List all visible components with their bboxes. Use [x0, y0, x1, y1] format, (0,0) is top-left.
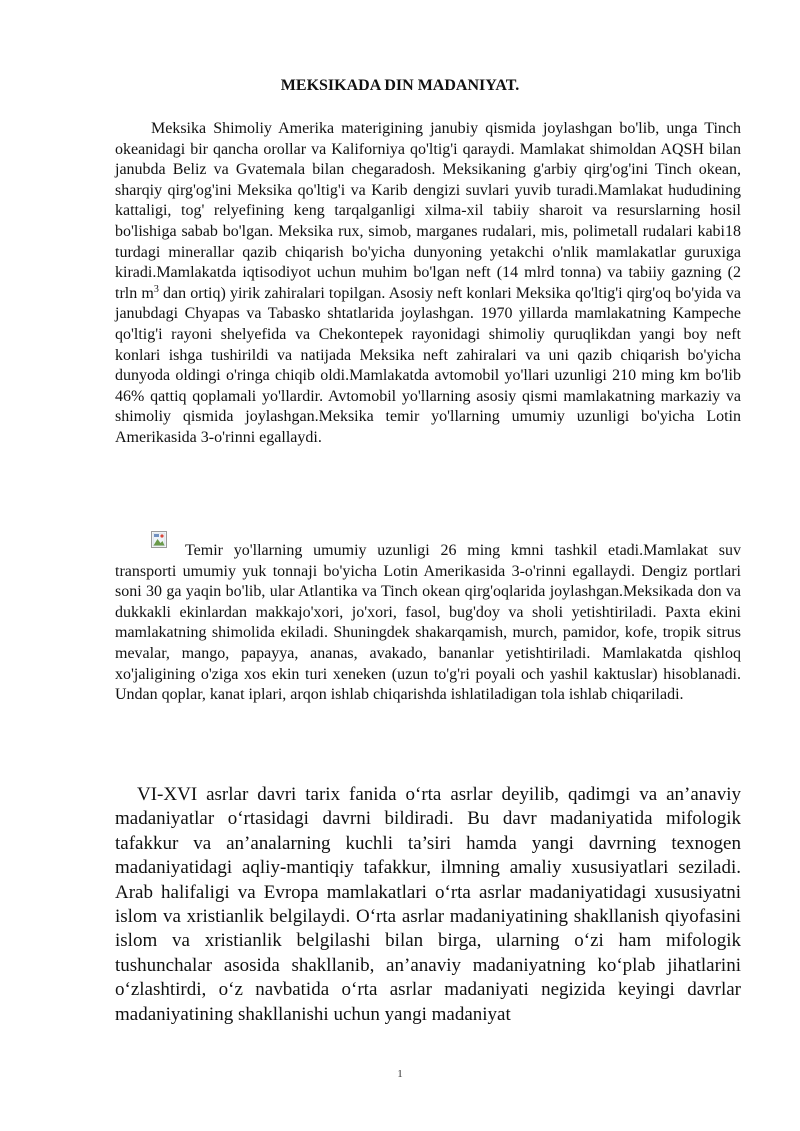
superscript-cubic: 3	[153, 283, 159, 295]
paragraph-geography	[115, 119, 741, 449]
page-number: 1	[397, 1068, 403, 1080]
paragraph-geography-text-a: Meksika Shimoliy Amerika materigining janubiy qismida joylashgan bo'lib, unga Tinch okeanidagi bir qancha orollar va Kaliforniya qo'ltig'i qaraydi. Mamlakat shimoldan AQSH bilan janubda Beliz va Gvatemala bilan chegaradosh. Meksikaning g'arbiy qirg'og'ini Tinch okean, sharqiy qirg'og'ini Meksika qo'ltig'i va Karib dengizi suvlari yuvib turadi.Mamlakat hududining kattaligi, tog' relyefining keng tarqalganligi xilma-xil tabiiy sharoit va resurslarning hosil bo'lishiga sabab bo'lgan. Meksika rux, simob, marganes rudalari, mis, polimetall rudalari kabi18 turdagi minerallar qazib chiqarish bo'yicha dunyoning yetakchi o'nlik mamlakatlar guruxiga kiradi.Mamlakatda iqtisodiyot uchun muhim bo'lgan neft (14 mlrd tonna) va tabiiy gazning (2 trln m	[115, 120, 741, 302]
paragraph-transport-agriculture: Temir yo'llarning umumiy uzunligi 26 ming kmni tashkil etadi.Mamlakat suv transporti umumiy yuk tonnaji bo'yicha Lotin Amerikasida 3-o'rinni egallaydi. Dengiz portlari soni 30 ga yaqin bo'lib, ular Atlantika va Tinch okean qirg'oqlarida joylashgan.Meksikada don va dukkakli ekinlardan makkajo'xori, jo'xori, fasol, bug'doy va sholi yetishtiriladi. Paxta ekini mamlakatning shimolida ekiladi. Shuningdek shakarqamish, murch, pamidor, kofe, tropik sitrus mevalar, mango, papayya, ananas, avakado, bananlar yetishtiriladi. Mamlakatda qishloq xo'jaligining o'ziga xos ekin turi xeneken (uzun to'g'ri poyali och yashil kaktuslar) hisoblanadi. Undan qoplar, kanat iplari, arqon ishlab chiqarishda ishlatiladigan tola ishlab chiqariladi.	[115, 542, 741, 704]
document-title: MEKSIKADA DIN MADANIYAT.	[280, 77, 520, 94]
paragraph-middle-ages-culture: VI-XVI asrlar davri tarix fanida o‘rta asrlar deyilib, qadimgi va an’anaviy madaniyatlar o‘rtasidagi davrni bildiradi. Bu davr madaniyatida mifologik tafakkur va an’analarning kuchli ta’siri hamda yangi davrning texnogen madaniyatidagi aqliy-mantiqiy tafakkur, ilmning amaliy xususiyatlari seziladi. Arab halifaligi va Evropa mamlakatlari o‘rta asrlar madaniyatidagi xususiyatni islom va xristianlik belgilaydi. O‘rta asrlar madaniyatining shakllanish qiyofasini islom va xristianlik belgilashi bilan birga, ularning o‘zi ham mifologik tushunchalar asosida shakllanib, an’anaviy madaniyatning ko‘plab jihatlarini o‘zlashtirdi, o‘z navbatida o‘rta asrlar madaniyati negizida keyingi davrlar madaniyatining shakllanishi uchun yangi madaniyat	[115, 784, 741, 1025]
paragraph-geography-text-b: dan ortiq) yirik zahiralari topilgan. Asosiy neft konlari Meksika qo'ltig'i qirg'oq bo'yida va janubdagi Chyapas va Tabasko shtatlarida joylashgan. 1970 yillarda mamlakatning Kampeche qo'ltig'i rayoni shelyefida va Chekontepek rayonidagi shimoliy quruqlikdan yangi boy neft konlari ishga tushirildi va natijada Meksika neft zahiralari va uni qazib chiqarish bo'yicha dunyoda oldingi o'ringa chiqib oldi.Mamlakatda avtomobil yo'llari uzunligi 210 ming km bo'lib 46% qattiq qoplamali yo'llardir. Avtomobil yo'llarning asosiy qismi mamlakatning markaziy va shimoliy qismida joylashgan.Meksika temir yo'llarning umumiy uzunligi bo'yicha Lotin Amerikasida 3-o'rinni egallaydi.	[115, 284, 742, 446]
